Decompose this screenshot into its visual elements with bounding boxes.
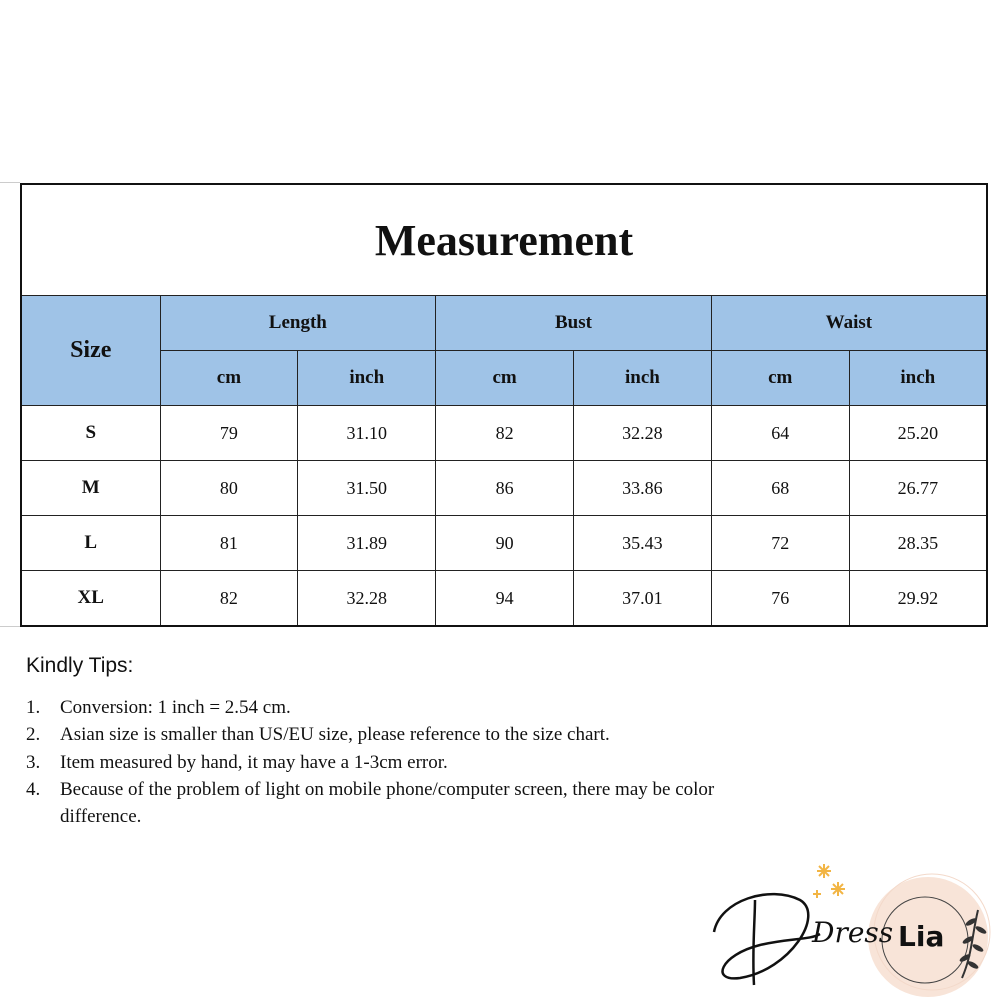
cell: 28.35: [849, 516, 987, 571]
cell: 76: [711, 571, 849, 627]
cell: 72: [711, 516, 849, 571]
cell: 31.10: [298, 406, 436, 461]
cell: 64: [711, 406, 849, 461]
size-cell: L: [21, 516, 160, 571]
tip-text: Conversion: 1 inch = 2.54 cm.: [60, 697, 291, 718]
tips-section: [26, 654, 800, 830]
tip-number: 1.: [26, 697, 41, 718]
cell: 37.01: [573, 571, 711, 627]
tip-text: Because of the problem of light on mobile phone/computer screen, there may be color difference.: [60, 778, 715, 828]
cell: 35.43: [573, 516, 711, 571]
divider: [0, 626, 20, 627]
tip-number: 2.: [26, 724, 41, 746]
cell: 86: [436, 461, 574, 516]
cell: 82: [160, 571, 298, 627]
tip-number: 4.: [26, 778, 41, 800]
bust-header: Bust: [436, 296, 712, 351]
logo-bold-text: Lia: [898, 920, 945, 953]
cell: 31.50: [298, 461, 436, 516]
unit-header: inch: [573, 351, 711, 406]
tip-item: [26, 694, 800, 721]
tip-item: [26, 721, 800, 748]
cell: 79: [160, 406, 298, 461]
size-cell: XL: [21, 571, 160, 627]
cell: 31.89: [298, 516, 436, 571]
size-header: Size: [21, 296, 160, 406]
unit-header: cm: [711, 351, 849, 406]
sparkle-icon: [813, 864, 845, 898]
unit-header: cm: [160, 351, 298, 406]
table-row: [21, 516, 987, 571]
unit-header: inch: [849, 351, 987, 406]
cell: 80: [160, 461, 298, 516]
chart-title: Measurement: [21, 184, 987, 296]
table-row: [21, 406, 987, 461]
cell: 94: [436, 571, 574, 627]
cell: 26.77: [849, 461, 987, 516]
tip-text: Item measured by hand, it may have a 1-3cm error.: [60, 751, 448, 773]
tips-heading: Kindly Tips:: [26, 654, 134, 677]
cell: 25.20: [849, 406, 987, 461]
tip-item: [26, 749, 800, 776]
dresslia-logo: [700, 860, 1000, 1000]
unit-header: cm: [436, 351, 574, 406]
tip-text: Asian size is smaller than US/EU size, please reference to the size chart.: [60, 724, 610, 746]
table-row: [21, 571, 987, 627]
cell: 29.92: [849, 571, 987, 627]
cell: 33.86: [573, 461, 711, 516]
divider: [0, 182, 20, 183]
waist-header: Waist: [711, 296, 987, 351]
cell: 90: [436, 516, 574, 571]
size-cell: S: [21, 406, 160, 461]
cell: 32.28: [298, 571, 436, 627]
tip-number: 3.: [26, 751, 41, 773]
size-cell: M: [21, 461, 160, 516]
cell: 32.28: [573, 406, 711, 461]
unit-header: inch: [298, 351, 436, 406]
cell: 68: [711, 461, 849, 516]
cell: 82: [436, 406, 574, 461]
logo-script-text: Dress: [812, 916, 894, 949]
table-row: [21, 461, 987, 516]
size-chart-table: [20, 183, 988, 627]
tip-item: [26, 776, 800, 831]
cell: 81: [160, 516, 298, 571]
length-header: Length: [160, 296, 436, 351]
